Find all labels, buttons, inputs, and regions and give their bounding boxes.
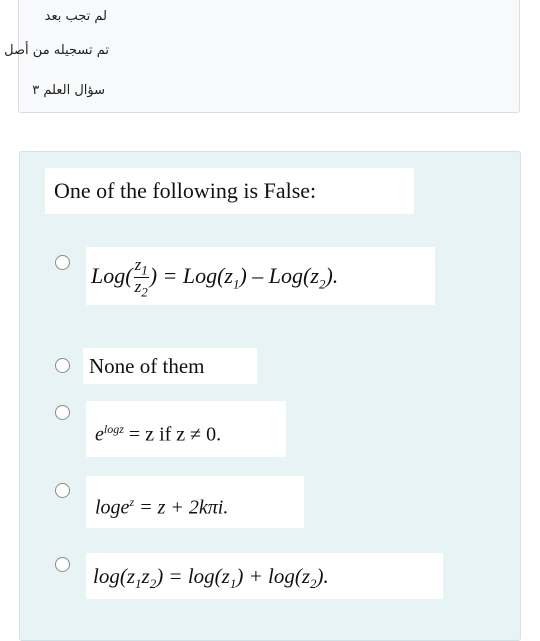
option-e-sub: 2 bbox=[149, 576, 157, 592]
question-info-panel bbox=[4, 0, 520, 113]
fraction-numerator: z bbox=[134, 255, 142, 275]
option-a-part: Log( bbox=[91, 263, 133, 288]
option-e-part: log(z bbox=[93, 564, 135, 588]
option-c-exponent: logz bbox=[103, 422, 124, 436]
option-e-part: ). bbox=[316, 564, 329, 588]
option-e-sub: 1 bbox=[135, 576, 142, 592]
question-marks: تم تسجيله من أصل bbox=[4, 43, 109, 58]
option-b-text: None of them bbox=[83, 348, 257, 384]
question-panel bbox=[19, 151, 521, 641]
option-a-sub: 2 bbox=[318, 276, 326, 292]
option-e-radio[interactable] bbox=[55, 557, 70, 572]
option-a-text bbox=[86, 247, 435, 305]
option-c-base: e bbox=[95, 423, 104, 446]
option-c-part: = z if z ≠ 0. bbox=[123, 423, 222, 446]
fraction-numerator-sub: 1 bbox=[141, 262, 148, 278]
option-a-part: ) = Log(z bbox=[149, 263, 233, 288]
option-d-part: = z + 2kπi. bbox=[134, 496, 229, 519]
option-d-text bbox=[86, 476, 304, 528]
option-e-sub: 1 bbox=[229, 576, 237, 592]
question-text: One of the following is False: bbox=[45, 168, 414, 214]
option-e-part: ) + log(z bbox=[236, 564, 311, 588]
option-a-sub: 1 bbox=[232, 276, 240, 292]
option-d-exponent: z bbox=[129, 495, 135, 509]
answer-status: لم تجب بعد bbox=[44, 9, 107, 24]
option-d-radio[interactable] bbox=[55, 483, 70, 498]
option-e-part: z bbox=[141, 564, 150, 588]
option-a-part: ). bbox=[325, 263, 339, 288]
fraction-denominator: z bbox=[134, 277, 142, 297]
flag-question-link[interactable]: سؤال العلم ٣ bbox=[32, 83, 105, 98]
option-d-base: loge bbox=[95, 496, 130, 519]
option-a-part: ) – Log(z bbox=[239, 263, 319, 288]
option-e-text bbox=[86, 553, 443, 599]
fraction-denominator-sub: 2 bbox=[141, 284, 148, 300]
option-a-radio[interactable] bbox=[55, 255, 70, 270]
option-b-radio[interactable] bbox=[55, 358, 70, 373]
option-e-sub: 2 bbox=[310, 576, 317, 592]
option-e-part: ) = log(z bbox=[156, 564, 230, 588]
option-c-radio[interactable] bbox=[55, 405, 70, 420]
option-c-text bbox=[86, 401, 286, 457]
option-a-fraction bbox=[134, 256, 149, 299]
